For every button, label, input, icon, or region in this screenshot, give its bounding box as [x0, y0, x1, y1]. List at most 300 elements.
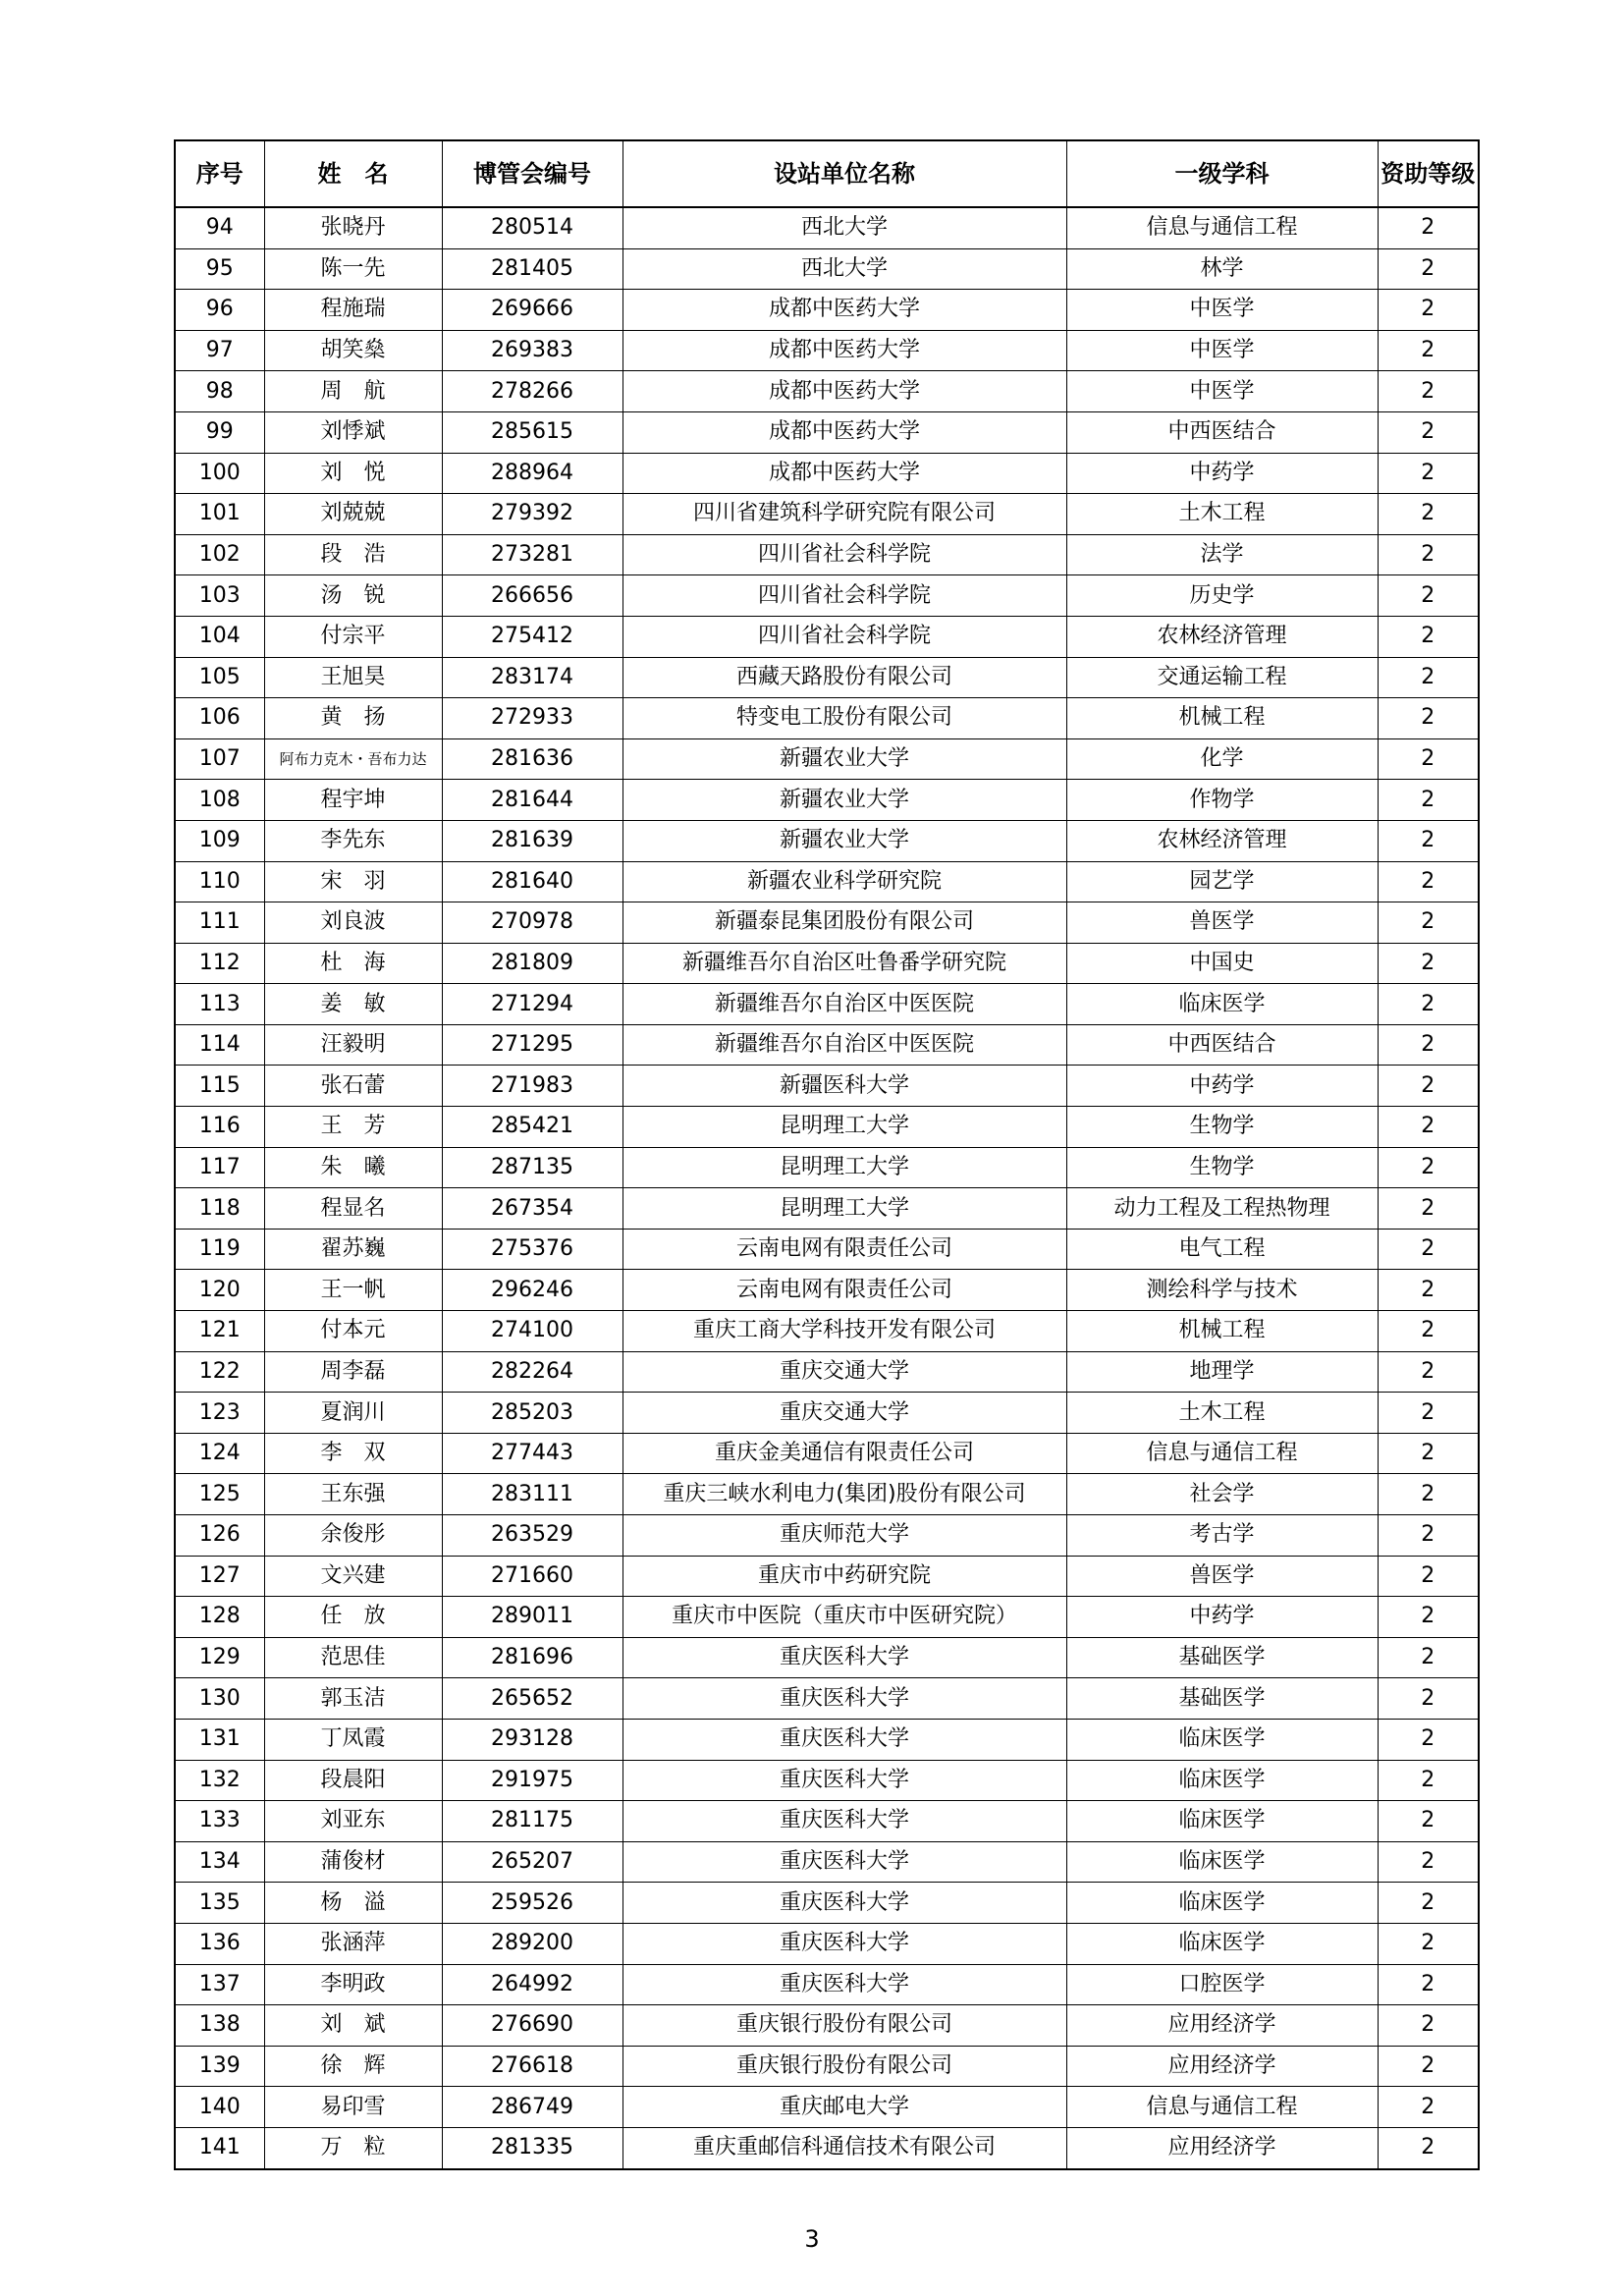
cell-serial: 94 [175, 207, 264, 248]
cell-id: 288964 [442, 453, 623, 494]
cell-grade: 2 [1378, 1107, 1479, 1148]
cell-id: 281640 [442, 861, 623, 902]
cell-id: 283174 [442, 657, 623, 698]
cell-id: 279392 [442, 494, 623, 535]
cell-discipline: 园艺学 [1066, 861, 1378, 902]
cell-discipline: 农林经济管理 [1066, 616, 1378, 657]
cell-discipline: 中医学 [1066, 371, 1378, 412]
cell-grade: 2 [1378, 248, 1479, 290]
table-row [175, 1719, 1479, 1760]
cell-id: 263529 [442, 1515, 623, 1557]
cell-name: 刘悸斌 [264, 411, 442, 453]
postdoc-funding-table [174, 139, 1480, 2170]
cell-id: 271660 [442, 1556, 623, 1597]
cell-unit: 新疆农业大学 [623, 738, 1066, 780]
cell-serial: 128 [175, 1597, 264, 1638]
cell-unit: 重庆医科大学 [623, 1719, 1066, 1760]
cell-unit: 重庆市中药研究院 [623, 1556, 1066, 1597]
cell-grade: 2 [1378, 575, 1479, 617]
cell-grade: 2 [1378, 616, 1479, 657]
cell-id: 281636 [442, 738, 623, 780]
cell-serial: 97 [175, 330, 264, 371]
cell-name: 汪毅明 [264, 1024, 442, 1066]
cell-unit: 重庆重邮信科通信技术有限公司 [623, 2127, 1066, 2168]
cell-serial: 106 [175, 698, 264, 739]
cell-id: 271294 [442, 984, 623, 1025]
cell-unit: 西北大学 [623, 248, 1066, 290]
cell-serial: 113 [175, 984, 264, 1025]
cell-unit: 四川省建筑科学研究院有限公司 [623, 494, 1066, 535]
table-row [175, 534, 1479, 575]
cell-serial: 120 [175, 1270, 264, 1311]
table-row [175, 820, 1479, 861]
cell-discipline: 测绘科学与技术 [1066, 1270, 1378, 1311]
cell-grade: 2 [1378, 2046, 1479, 2087]
cell-serial: 121 [175, 1311, 264, 1352]
table-row [175, 371, 1479, 412]
cell-grade: 2 [1378, 371, 1479, 412]
cell-id: 265652 [442, 1678, 623, 1720]
cell-name: 汤 锐 [264, 575, 442, 617]
table-row [175, 1229, 1479, 1270]
cell-name: 蒲俊材 [264, 1841, 442, 1883]
table-row [175, 1270, 1479, 1311]
table-row [175, 2046, 1479, 2087]
cell-unit: 成都中医药大学 [623, 330, 1066, 371]
cell-discipline: 生物学 [1066, 1147, 1378, 1188]
cell-grade: 2 [1378, 494, 1479, 535]
cell-discipline: 土木工程 [1066, 494, 1378, 535]
cell-discipline: 考古学 [1066, 1515, 1378, 1557]
cell-unit: 重庆市中医院（重庆市中医研究院） [623, 1597, 1066, 1638]
cell-grade: 2 [1378, 207, 1479, 248]
cell-id: 276690 [442, 2005, 623, 2047]
table-row [175, 1637, 1479, 1678]
cell-serial: 98 [175, 371, 264, 412]
cell-grade: 2 [1378, 2087, 1479, 2128]
cell-discipline: 机械工程 [1066, 1311, 1378, 1352]
cell-discipline: 社会学 [1066, 1474, 1378, 1515]
cell-discipline: 应用经济学 [1066, 2127, 1378, 2168]
table-row [175, 248, 1479, 290]
cell-discipline: 电气工程 [1066, 1229, 1378, 1270]
cell-unit: 新疆医科大学 [623, 1066, 1066, 1107]
cell-discipline: 临床医学 [1066, 984, 1378, 1025]
cell-serial: 99 [175, 411, 264, 453]
cell-serial: 115 [175, 1066, 264, 1107]
cell-serial: 123 [175, 1393, 264, 1434]
cell-grade: 2 [1378, 1188, 1479, 1230]
cell-serial: 140 [175, 2087, 264, 2128]
cell-serial: 139 [175, 2046, 264, 2087]
cell-id: 276618 [442, 2046, 623, 2087]
cell-name: 夏润川 [264, 1393, 442, 1434]
cell-grade: 2 [1378, 1024, 1479, 1066]
cell-unit: 重庆医科大学 [623, 1678, 1066, 1720]
cell-serial: 101 [175, 494, 264, 535]
cell-name: 文兴建 [264, 1556, 442, 1597]
cell-unit: 重庆银行股份有限公司 [623, 2046, 1066, 2087]
cell-id: 280514 [442, 207, 623, 248]
cell-unit: 重庆银行股份有限公司 [623, 2005, 1066, 2047]
cell-unit: 新疆农业大学 [623, 780, 1066, 821]
cell-serial: 133 [175, 1801, 264, 1842]
table-row [175, 1188, 1479, 1230]
cell-discipline: 中医学 [1066, 330, 1378, 371]
cell-name: 杨 溢 [264, 1883, 442, 1924]
cell-id: 283111 [442, 1474, 623, 1515]
cell-id: 267354 [442, 1188, 623, 1230]
cell-name: 万 粒 [264, 2127, 442, 2168]
page-number: 3 [804, 2225, 820, 2253]
cell-id: 269383 [442, 330, 623, 371]
cell-discipline: 信息与通信工程 [1066, 2087, 1378, 2128]
cell-unit: 四川省社会科学院 [623, 534, 1066, 575]
header-grade: 资助等级 [1378, 140, 1479, 207]
cell-id: 271983 [442, 1066, 623, 1107]
table-row [175, 1024, 1479, 1066]
table-row [175, 1883, 1479, 1924]
cell-id: 285615 [442, 411, 623, 453]
cell-unit: 新疆维吾尔自治区中医医院 [623, 1024, 1066, 1066]
cell-id: 273281 [442, 534, 623, 575]
cell-unit: 成都中医药大学 [623, 290, 1066, 331]
cell-id: 285203 [442, 1393, 623, 1434]
cell-grade: 2 [1378, 820, 1479, 861]
cell-grade: 2 [1378, 1760, 1479, 1801]
header-name: 姓 名 [264, 140, 442, 207]
cell-discipline: 中西医结合 [1066, 411, 1378, 453]
cell-name: 朱 曦 [264, 1147, 442, 1188]
table-row [175, 780, 1479, 821]
table-row [175, 2127, 1479, 2168]
cell-grade: 2 [1378, 698, 1479, 739]
cell-id: 281644 [442, 780, 623, 821]
cell-unit: 新疆泰昆集团股份有限公司 [623, 902, 1066, 944]
table-row [175, 453, 1479, 494]
cell-grade: 2 [1378, 780, 1479, 821]
cell-serial: 95 [175, 248, 264, 290]
cell-id: 293128 [442, 1719, 623, 1760]
cell-grade: 2 [1378, 902, 1479, 944]
cell-discipline: 中药学 [1066, 1597, 1378, 1638]
cell-serial: 100 [175, 453, 264, 494]
cell-discipline: 临床医学 [1066, 1841, 1378, 1883]
cell-discipline: 口腔医学 [1066, 1964, 1378, 2005]
cell-name: 程施瑞 [264, 290, 442, 331]
cell-name: 刘兢兢 [264, 494, 442, 535]
cell-discipline: 兽医学 [1066, 1556, 1378, 1597]
header-serial: 序号 [175, 140, 264, 207]
table-row [175, 1147, 1479, 1188]
cell-grade: 2 [1378, 1964, 1479, 2005]
cell-serial: 137 [175, 1964, 264, 2005]
cell-unit: 西藏天路股份有限公司 [623, 657, 1066, 698]
cell-discipline: 生物学 [1066, 1107, 1378, 1148]
cell-grade: 2 [1378, 1841, 1479, 1883]
cell-grade: 2 [1378, 534, 1479, 575]
cell-name: 王旭昊 [264, 657, 442, 698]
cell-grade: 2 [1378, 1597, 1479, 1638]
cell-unit: 重庆三峡水利电力(集团)股份有限公司 [623, 1474, 1066, 1515]
cell-serial: 105 [175, 657, 264, 698]
cell-id: 270978 [442, 902, 623, 944]
cell-discipline: 临床医学 [1066, 1883, 1378, 1924]
cell-serial: 103 [175, 575, 264, 617]
cell-name: 段晨阳 [264, 1760, 442, 1801]
cell-serial: 118 [175, 1188, 264, 1230]
cell-serial: 129 [175, 1637, 264, 1678]
cell-id: 285421 [442, 1107, 623, 1148]
cell-id: 289011 [442, 1597, 623, 1638]
table-row [175, 1474, 1479, 1515]
table-row [175, 1760, 1479, 1801]
table-row [175, 411, 1479, 453]
cell-id: 275376 [442, 1229, 623, 1270]
cell-name: 刘 斌 [264, 2005, 442, 2047]
cell-grade: 2 [1378, 411, 1479, 453]
cell-unit: 重庆医科大学 [623, 1801, 1066, 1842]
cell-grade: 2 [1378, 1637, 1479, 1678]
cell-unit: 重庆交通大学 [623, 1351, 1066, 1393]
cell-serial: 108 [175, 780, 264, 821]
cell-id: 264992 [442, 1964, 623, 2005]
cell-id: 296246 [442, 1270, 623, 1311]
cell-unit: 重庆医科大学 [623, 1637, 1066, 1678]
cell-id: 266656 [442, 575, 623, 617]
cell-grade: 2 [1378, 1351, 1479, 1393]
cell-unit: 昆明理工大学 [623, 1147, 1066, 1188]
cell-serial: 116 [175, 1107, 264, 1148]
cell-unit: 重庆医科大学 [623, 1841, 1066, 1883]
cell-discipline: 土木工程 [1066, 1393, 1378, 1434]
cell-serial: 136 [175, 1923, 264, 1964]
cell-name: 周 航 [264, 371, 442, 412]
cell-name: 徐 辉 [264, 2046, 442, 2087]
table-row [175, 1801, 1479, 1842]
cell-discipline: 农林经济管理 [1066, 820, 1378, 861]
cell-serial: 132 [175, 1760, 264, 1801]
cell-discipline: 林学 [1066, 248, 1378, 290]
cell-id: 281809 [442, 943, 623, 984]
cell-serial: 119 [175, 1229, 264, 1270]
cell-serial: 109 [175, 820, 264, 861]
cell-unit: 云南电网有限责任公司 [623, 1229, 1066, 1270]
cell-grade: 2 [1378, 984, 1479, 1025]
cell-grade: 2 [1378, 1270, 1479, 1311]
table-row [175, 1515, 1479, 1557]
cell-name: 程宇坤 [264, 780, 442, 821]
table-row [175, 698, 1479, 739]
cell-name: 张石蕾 [264, 1066, 442, 1107]
cell-name: 姜 敏 [264, 984, 442, 1025]
cell-name: 张晓丹 [264, 207, 442, 248]
cell-id: 281405 [442, 248, 623, 290]
table-row [175, 861, 1479, 902]
cell-name: 陈一先 [264, 248, 442, 290]
cell-serial: 111 [175, 902, 264, 944]
cell-id: 277443 [442, 1433, 623, 1474]
cell-name: 段 浩 [264, 534, 442, 575]
cell-unit: 重庆金美通信有限责任公司 [623, 1433, 1066, 1474]
cell-id: 281175 [442, 1801, 623, 1842]
cell-discipline: 基础医学 [1066, 1678, 1378, 1720]
table-row [175, 1556, 1479, 1597]
cell-unit: 新疆农业大学 [623, 820, 1066, 861]
cell-discipline: 中医学 [1066, 290, 1378, 331]
cell-name: 李明政 [264, 1964, 442, 2005]
cell-id: 272933 [442, 698, 623, 739]
cell-unit: 昆明理工大学 [623, 1188, 1066, 1230]
cell-serial: 124 [175, 1433, 264, 1474]
table-row [175, 984, 1479, 1025]
table-row [175, 575, 1479, 617]
cell-discipline: 临床医学 [1066, 1801, 1378, 1842]
cell-id: 287135 [442, 1147, 623, 1188]
table-row [175, 1923, 1479, 1964]
cell-serial: 130 [175, 1678, 264, 1720]
cell-name: 郭玉洁 [264, 1678, 442, 1720]
table-row [175, 1433, 1479, 1474]
cell-discipline: 动力工程及工程热物理 [1066, 1188, 1378, 1230]
cell-id: 291975 [442, 1760, 623, 1801]
cell-serial: 127 [175, 1556, 264, 1597]
cell-grade: 2 [1378, 1393, 1479, 1434]
cell-grade: 2 [1378, 1556, 1479, 1597]
cell-discipline: 地理学 [1066, 1351, 1378, 1393]
cell-grade: 2 [1378, 657, 1479, 698]
cell-name: 王东强 [264, 1474, 442, 1515]
cell-unit: 重庆医科大学 [623, 1760, 1066, 1801]
cell-id: 271295 [442, 1024, 623, 1066]
cell-unit: 新疆农业科学研究院 [623, 861, 1066, 902]
table-row [175, 1393, 1479, 1434]
table-header-row [175, 140, 1479, 207]
cell-discipline: 兽医学 [1066, 902, 1378, 944]
table-row [175, 207, 1479, 248]
cell-discipline: 临床医学 [1066, 1760, 1378, 1801]
cell-name: 张涵萍 [264, 1923, 442, 1964]
cell-name: 阿布力克木・吾布力达 [264, 738, 442, 780]
cell-grade: 2 [1378, 1311, 1479, 1352]
cell-id: 286749 [442, 2087, 623, 2128]
cell-serial: 138 [175, 2005, 264, 2047]
table-row [175, 1351, 1479, 1393]
cell-serial: 125 [175, 1474, 264, 1515]
table-row [175, 1066, 1479, 1107]
cell-grade: 2 [1378, 2005, 1479, 2047]
cell-discipline: 临床医学 [1066, 1719, 1378, 1760]
cell-serial: 131 [175, 1719, 264, 1760]
table-row [175, 657, 1479, 698]
table-row [175, 1107, 1479, 1148]
header-discipline: 一级学科 [1066, 140, 1378, 207]
cell-serial: 112 [175, 943, 264, 984]
cell-unit: 四川省社会科学院 [623, 575, 1066, 617]
cell-grade: 2 [1378, 1147, 1479, 1188]
cell-unit: 成都中医药大学 [623, 371, 1066, 412]
cell-id: 278266 [442, 371, 623, 412]
cell-name: 王 芳 [264, 1107, 442, 1148]
cell-discipline: 中国史 [1066, 943, 1378, 984]
cell-discipline: 基础医学 [1066, 1637, 1378, 1678]
cell-serial: 104 [175, 616, 264, 657]
cell-grade: 2 [1378, 943, 1479, 984]
cell-id: 281696 [442, 1637, 623, 1678]
cell-discipline: 信息与通信工程 [1066, 207, 1378, 248]
cell-grade: 2 [1378, 1433, 1479, 1474]
table-row [175, 2005, 1479, 2047]
cell-name: 宋 羽 [264, 861, 442, 902]
cell-discipline: 临床医学 [1066, 1923, 1378, 1964]
cell-name: 翟苏巍 [264, 1229, 442, 1270]
cell-unit: 云南电网有限责任公司 [623, 1270, 1066, 1311]
cell-name: 刘亚东 [264, 1801, 442, 1842]
cell-serial: 114 [175, 1024, 264, 1066]
cell-discipline: 机械工程 [1066, 698, 1378, 739]
cell-grade: 2 [1378, 861, 1479, 902]
cell-unit: 重庆交通大学 [623, 1393, 1066, 1434]
cell-discipline: 中西医结合 [1066, 1024, 1378, 1066]
cell-grade: 2 [1378, 330, 1479, 371]
cell-grade: 2 [1378, 453, 1479, 494]
table-row [175, 1678, 1479, 1720]
cell-discipline: 应用经济学 [1066, 2005, 1378, 2047]
table-row [175, 902, 1479, 944]
cell-name: 李先东 [264, 820, 442, 861]
cell-name: 程显名 [264, 1188, 442, 1230]
cell-discipline: 作物学 [1066, 780, 1378, 821]
cell-unit: 昆明理工大学 [623, 1107, 1066, 1148]
cell-serial: 135 [175, 1883, 264, 1924]
table-row [175, 1841, 1479, 1883]
cell-grade: 2 [1378, 1229, 1479, 1270]
table-row [175, 1597, 1479, 1638]
cell-discipline: 历史学 [1066, 575, 1378, 617]
cell-id: 281335 [442, 2127, 623, 2168]
cell-serial: 126 [175, 1515, 264, 1557]
cell-name: 刘良波 [264, 902, 442, 944]
table-row [175, 1311, 1479, 1352]
table-row [175, 1964, 1479, 2005]
header-id: 博管会编号 [442, 140, 623, 207]
cell-name: 易印雪 [264, 2087, 442, 2128]
cell-unit: 特变电工股份有限公司 [623, 698, 1066, 739]
cell-grade: 2 [1378, 1474, 1479, 1515]
cell-name: 付本元 [264, 1311, 442, 1352]
cell-unit: 成都中医药大学 [623, 411, 1066, 453]
cell-unit: 西北大学 [623, 207, 1066, 248]
cell-unit: 重庆医科大学 [623, 1883, 1066, 1924]
cell-unit: 重庆师范大学 [623, 1515, 1066, 1557]
cell-unit: 四川省社会科学院 [623, 616, 1066, 657]
table-row [175, 738, 1479, 780]
cell-name: 任 放 [264, 1597, 442, 1638]
cell-name: 付宗平 [264, 616, 442, 657]
cell-grade: 2 [1378, 1923, 1479, 1964]
cell-serial: 110 [175, 861, 264, 902]
cell-serial: 107 [175, 738, 264, 780]
cell-grade: 2 [1378, 1515, 1479, 1557]
cell-id: 259526 [442, 1883, 623, 1924]
cell-serial: 117 [175, 1147, 264, 1188]
cell-name: 余俊彤 [264, 1515, 442, 1557]
cell-unit: 重庆医科大学 [623, 1923, 1066, 1964]
cell-serial: 122 [175, 1351, 264, 1393]
cell-discipline: 中药学 [1066, 453, 1378, 494]
cell-id: 282264 [442, 1351, 623, 1393]
cell-grade: 2 [1378, 738, 1479, 780]
